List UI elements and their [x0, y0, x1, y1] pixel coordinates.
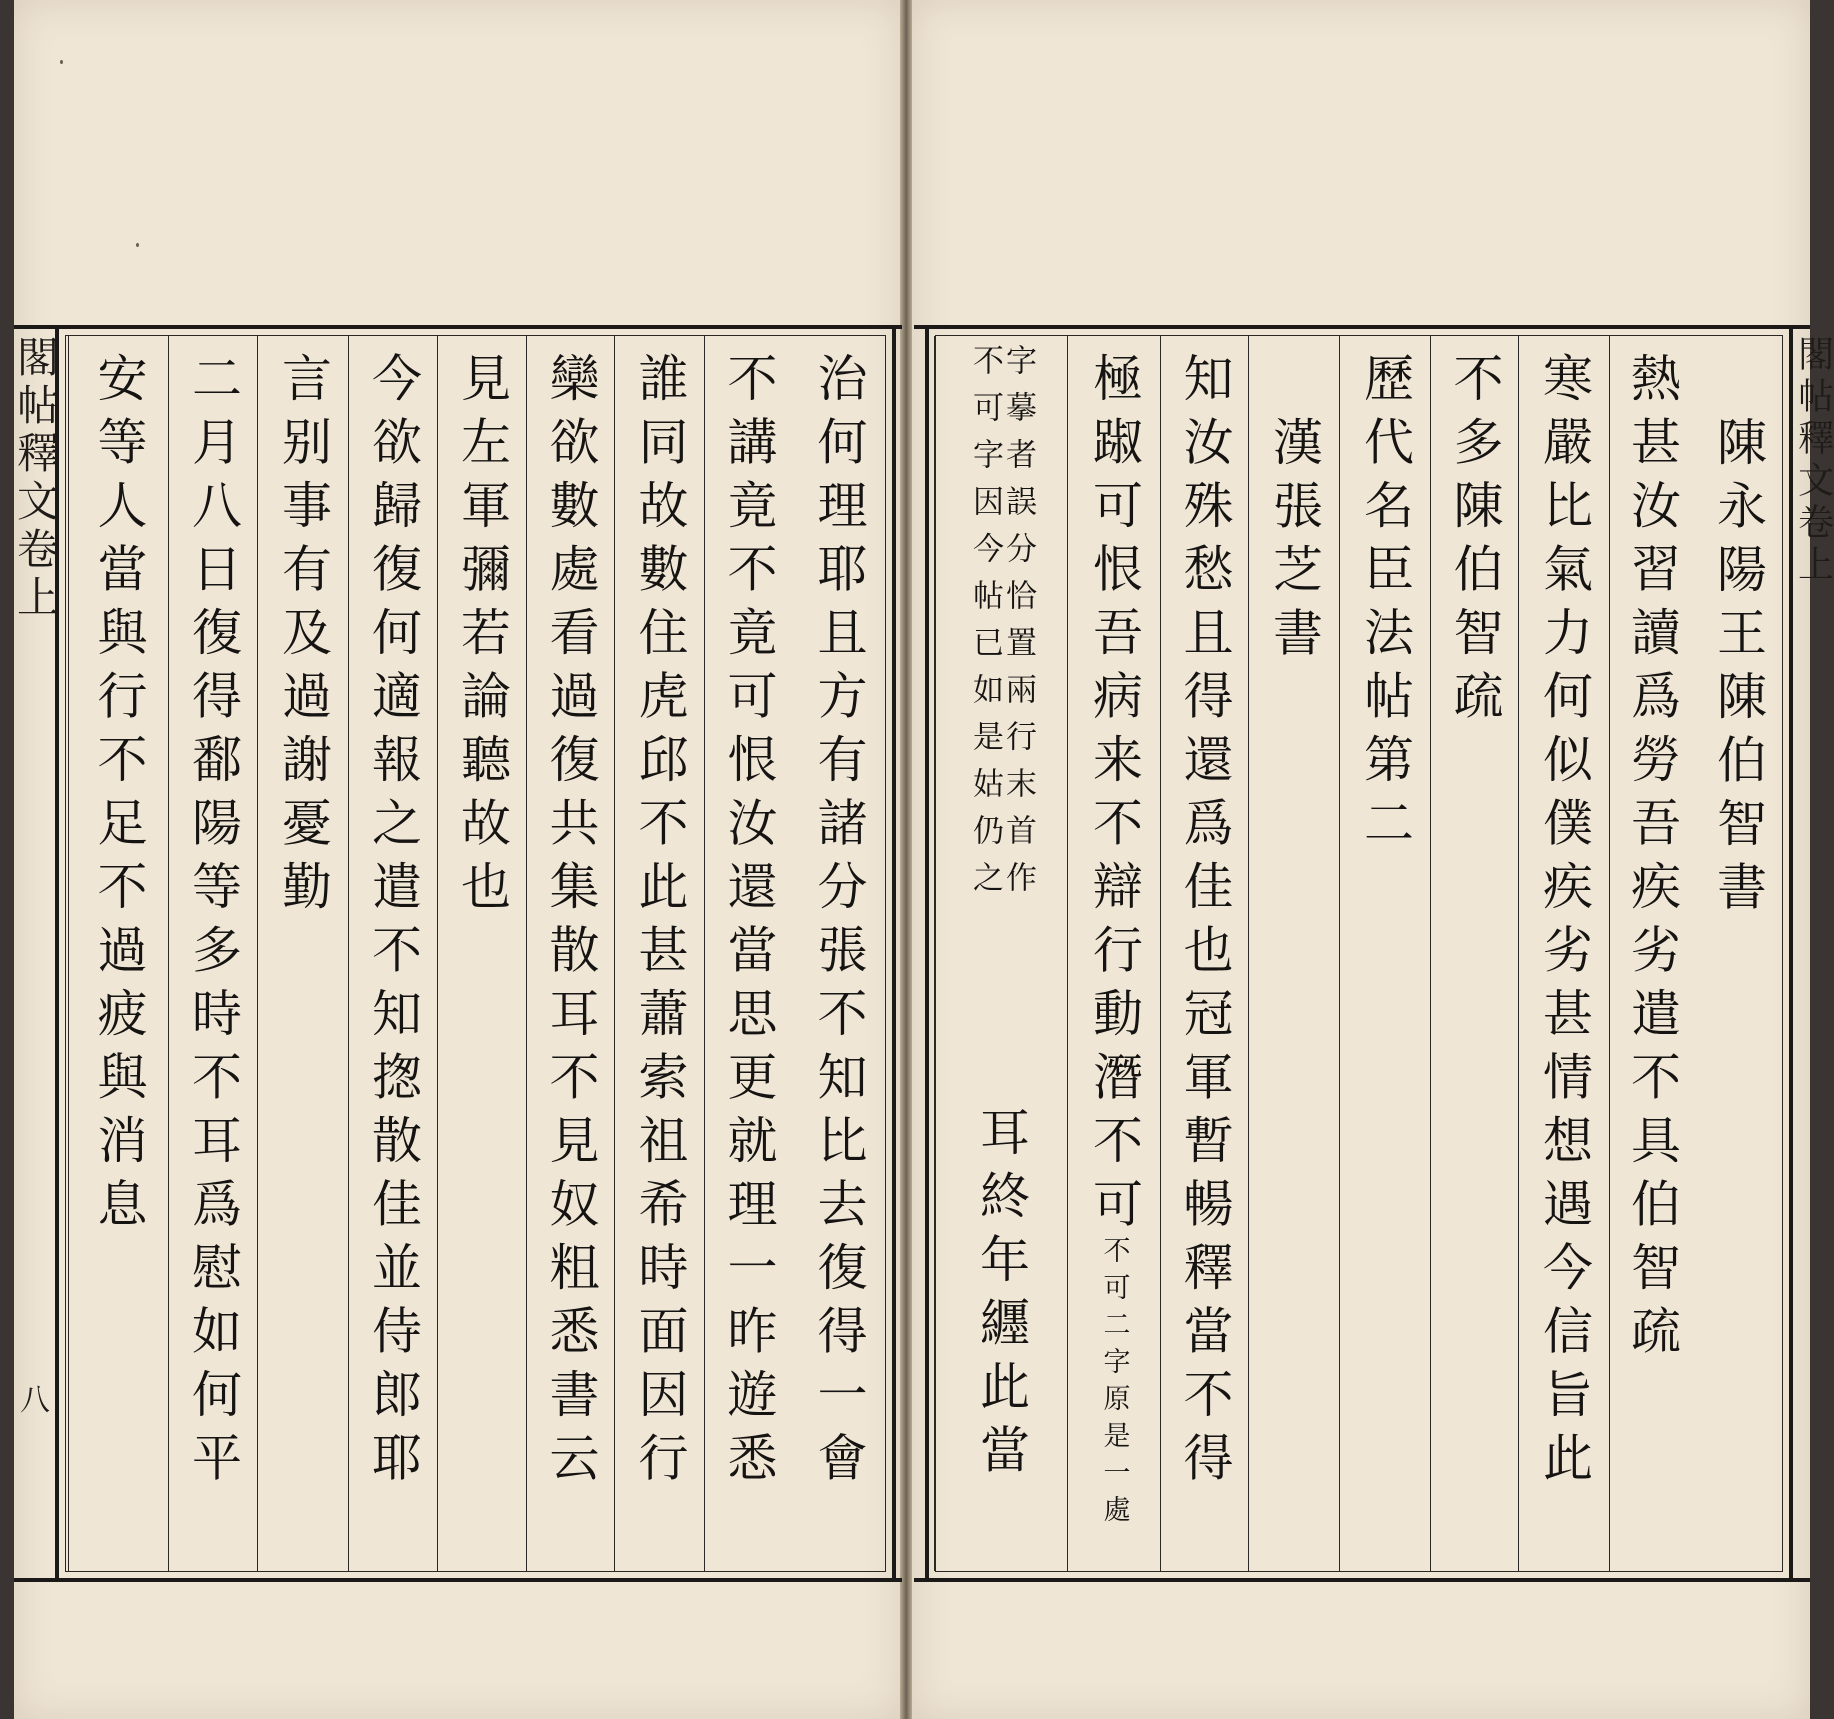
- column-text: 安等人當與行不足不過疲與消息: [89, 352, 148, 1241]
- column-text: 熱甚汝習讀爲勞吾疾劣遣不具伯智疏: [1623, 352, 1681, 1368]
- column-text: 欒欲數處看過復共集散耳不見奴粗悉書云: [541, 352, 600, 1495]
- note-text: 字摹者誤分恰置兩行末首作: [1000, 344, 1036, 908]
- top-rule: [14, 325, 902, 329]
- text-column: [437, 336, 526, 1571]
- bottom-rule: [914, 1578, 1810, 1582]
- annotation-column: [934, 336, 1067, 1571]
- column-text: 誰同故數住虎邱不此甚蕭索祖希時面因行: [630, 352, 689, 1495]
- text-column: [1339, 336, 1430, 1571]
- column-text: 寒嚴比氣力何似僕疾劣甚情想遇今信旨此: [1535, 352, 1593, 1495]
- margin-title: 閣帖釋文卷上: [1792, 335, 1834, 587]
- column-text: 不多陳伯智疏: [1445, 352, 1504, 733]
- text-column: [68, 336, 168, 1571]
- text-column: [704, 336, 792, 1571]
- text-column: [348, 336, 437, 1571]
- column-text: 極踧可恨吾病来不辯行動潛不可: [1085, 352, 1143, 1241]
- text-column: [1160, 336, 1248, 1571]
- column-text: 知汝殊愁且得還爲佳也冠軍暫暢釋當不得: [1175, 352, 1234, 1495]
- note-text: 不可字因今帖已如是姑仍之: [967, 344, 1003, 908]
- column-text: 二月八日復得鄱陽等多時不耳爲慰如何平: [184, 352, 242, 1495]
- text-column: [1248, 336, 1339, 1571]
- right-text-frame: [925, 325, 1793, 1582]
- section-heading: 陳永陽王陳伯智書: [1709, 416, 1767, 924]
- text-column: [1609, 336, 1694, 1571]
- text-column: [1518, 336, 1609, 1571]
- folio-number: 八: [20, 1383, 50, 1418]
- column-text: 耳終年纒此當: [972, 1106, 1030, 1487]
- right-margin-strip: [1792, 325, 1834, 1582]
- double-line-note: [935, 344, 1067, 908]
- text-column: [614, 336, 704, 1571]
- text-column: [792, 336, 885, 1571]
- paper-speck: [136, 243, 139, 247]
- left-text-frame: [55, 325, 896, 1582]
- bottom-rule: [14, 1578, 902, 1582]
- volume-title: 歷代名臣法帖第二: [1356, 352, 1414, 860]
- paper-speck: [60, 60, 63, 64]
- author-heading: 漢張芝書: [1265, 416, 1323, 670]
- text-column: [168, 336, 257, 1571]
- text-column: 極踧可恨吾病来不辯行動潛不可 不可二字原是一處: [1067, 336, 1160, 1571]
- text-column: [526, 336, 614, 1571]
- text-column: [1694, 336, 1782, 1571]
- column-text: 今欲歸復何適報之遣不知揔散佳並侍郎耶: [364, 352, 422, 1495]
- column-text: 治何理耶且方有諸分張不知比去復得一會: [809, 352, 868, 1495]
- left-margin-strip: [11, 325, 60, 1582]
- top-rule: [914, 325, 1810, 329]
- column-text: 見左軍彌若論聽故也: [453, 352, 511, 924]
- text-column: [1430, 336, 1518, 1571]
- margin-title: 閣帖釋文卷上: [11, 335, 60, 623]
- text-column: [257, 336, 348, 1571]
- column-text: 不講竟不竟可恨汝還當思更就理一昨遊悉: [719, 352, 778, 1495]
- column-text: 言别事有及過謝憂勤: [274, 352, 332, 924]
